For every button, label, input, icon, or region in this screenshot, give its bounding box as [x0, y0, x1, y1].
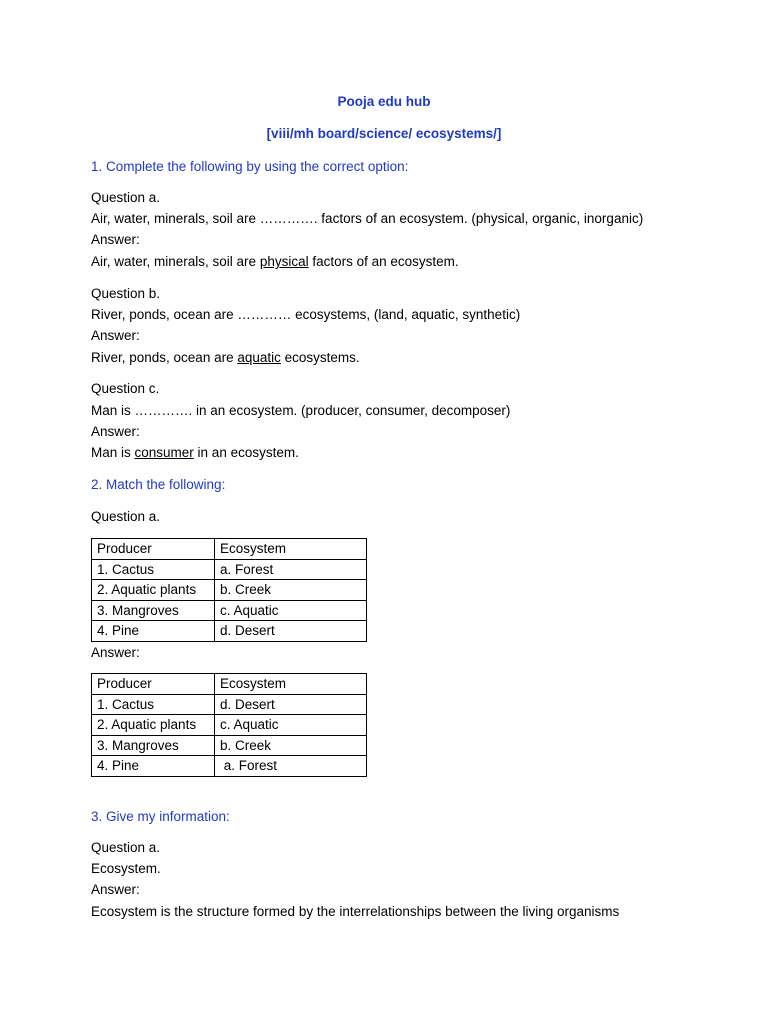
document-title: Pooja edu hub: [337, 94, 431, 109]
table-cell: c. Aquatic: [215, 600, 367, 621]
table-cell: 1. Cactus: [92, 559, 215, 580]
question-a-text: Air, water, minerals, soil are …………. factors of an ecosystem. (physical, organic, inorganic): [91, 211, 644, 226]
table-header-row: [92, 674, 367, 695]
table-header-row: [92, 539, 367, 560]
question-b-label: Question b.: [91, 286, 161, 301]
table-cell: b. Creek: [215, 580, 367, 601]
document-subtitle: [viii/mh board/science/ ecosystems/]: [266, 126, 502, 141]
table-row: [92, 580, 367, 601]
table-cell: 2. Aquatic plants: [92, 715, 215, 736]
table-cell: a. Forest: [215, 756, 367, 777]
match-answer-table: [91, 673, 367, 777]
table-row: [92, 756, 367, 777]
answer-c-after: in an ecosystem.: [193, 445, 299, 460]
question-c-text: Man is …………. in an ecosystem. (producer, consumer, decomposer): [91, 403, 511, 418]
info-question-text: Ecosystem.: [91, 861, 161, 876]
table-cell: 3. Mangroves: [92, 600, 215, 621]
table-cell: Producer: [92, 674, 215, 695]
table-row: [92, 735, 367, 756]
question-a-label: Question a.: [91, 190, 161, 205]
answer-c-before: Man is: [91, 445, 135, 460]
answer-c-text: [91, 442, 299, 463]
match-answer-label: Answer:: [91, 645, 140, 660]
answer-c-label: Answer:: [91, 424, 140, 439]
table-cell: c. Aquatic: [215, 715, 367, 736]
answer-c-word: consumer: [134, 445, 194, 460]
table-cell: 2. Aquatic plants: [92, 580, 215, 601]
answer-b-after: ecosystems.: [280, 350, 360, 365]
table-cell: Producer: [92, 539, 215, 560]
answer-b-before: River, ponds, ocean are: [91, 350, 238, 365]
answer-a-word: physical: [259, 254, 309, 269]
match-question-table: [91, 538, 367, 642]
match-question-label: Question a.: [91, 509, 161, 524]
answer-a-after: factors of an ecosystem.: [308, 254, 459, 269]
section-1-heading: 1. Complete the following by using the correct option:: [91, 159, 409, 174]
table-cell: 4. Pine: [92, 756, 215, 777]
answer-b-label: Answer:: [91, 328, 140, 343]
table-row: [92, 600, 367, 621]
answer-a-text: [91, 251, 459, 272]
answer-b-text: [91, 347, 360, 368]
table-row: [92, 621, 367, 642]
section-2-heading: 2. Match the following:: [91, 477, 226, 492]
table-cell: d. Desert: [215, 621, 367, 642]
table-row: [92, 715, 367, 736]
table-cell: 4. Pine: [92, 621, 215, 642]
info-answer-label: Answer:: [91, 882, 140, 897]
table-row: [92, 559, 367, 580]
table-cell: Ecosystem: [215, 674, 367, 695]
answer-a-before: Air, water, minerals, soil are: [91, 254, 260, 269]
section-3-heading: 3. Give my information:: [91, 809, 230, 824]
question-b-text: River, ponds, ocean are ………… ecosystems, (land, aquatic, synthetic): [91, 307, 521, 322]
table-cell: d. Desert: [215, 694, 367, 715]
table-cell: b. Creek: [215, 735, 367, 756]
table-cell: Ecosystem: [215, 539, 367, 560]
info-answer-text: Ecosystem is the structure formed by the interrelationships between the living organisms: [91, 904, 620, 919]
answer-a-label: Answer:: [91, 232, 140, 247]
table-cell: a. Forest: [215, 559, 367, 580]
table-cell: 3. Mangroves: [92, 735, 215, 756]
table-row: [92, 694, 367, 715]
question-c-label: Question c.: [91, 381, 160, 396]
table-cell: 1. Cactus: [92, 694, 215, 715]
answer-b-word: aquatic: [237, 350, 281, 365]
info-question-label: Question a.: [91, 840, 161, 855]
